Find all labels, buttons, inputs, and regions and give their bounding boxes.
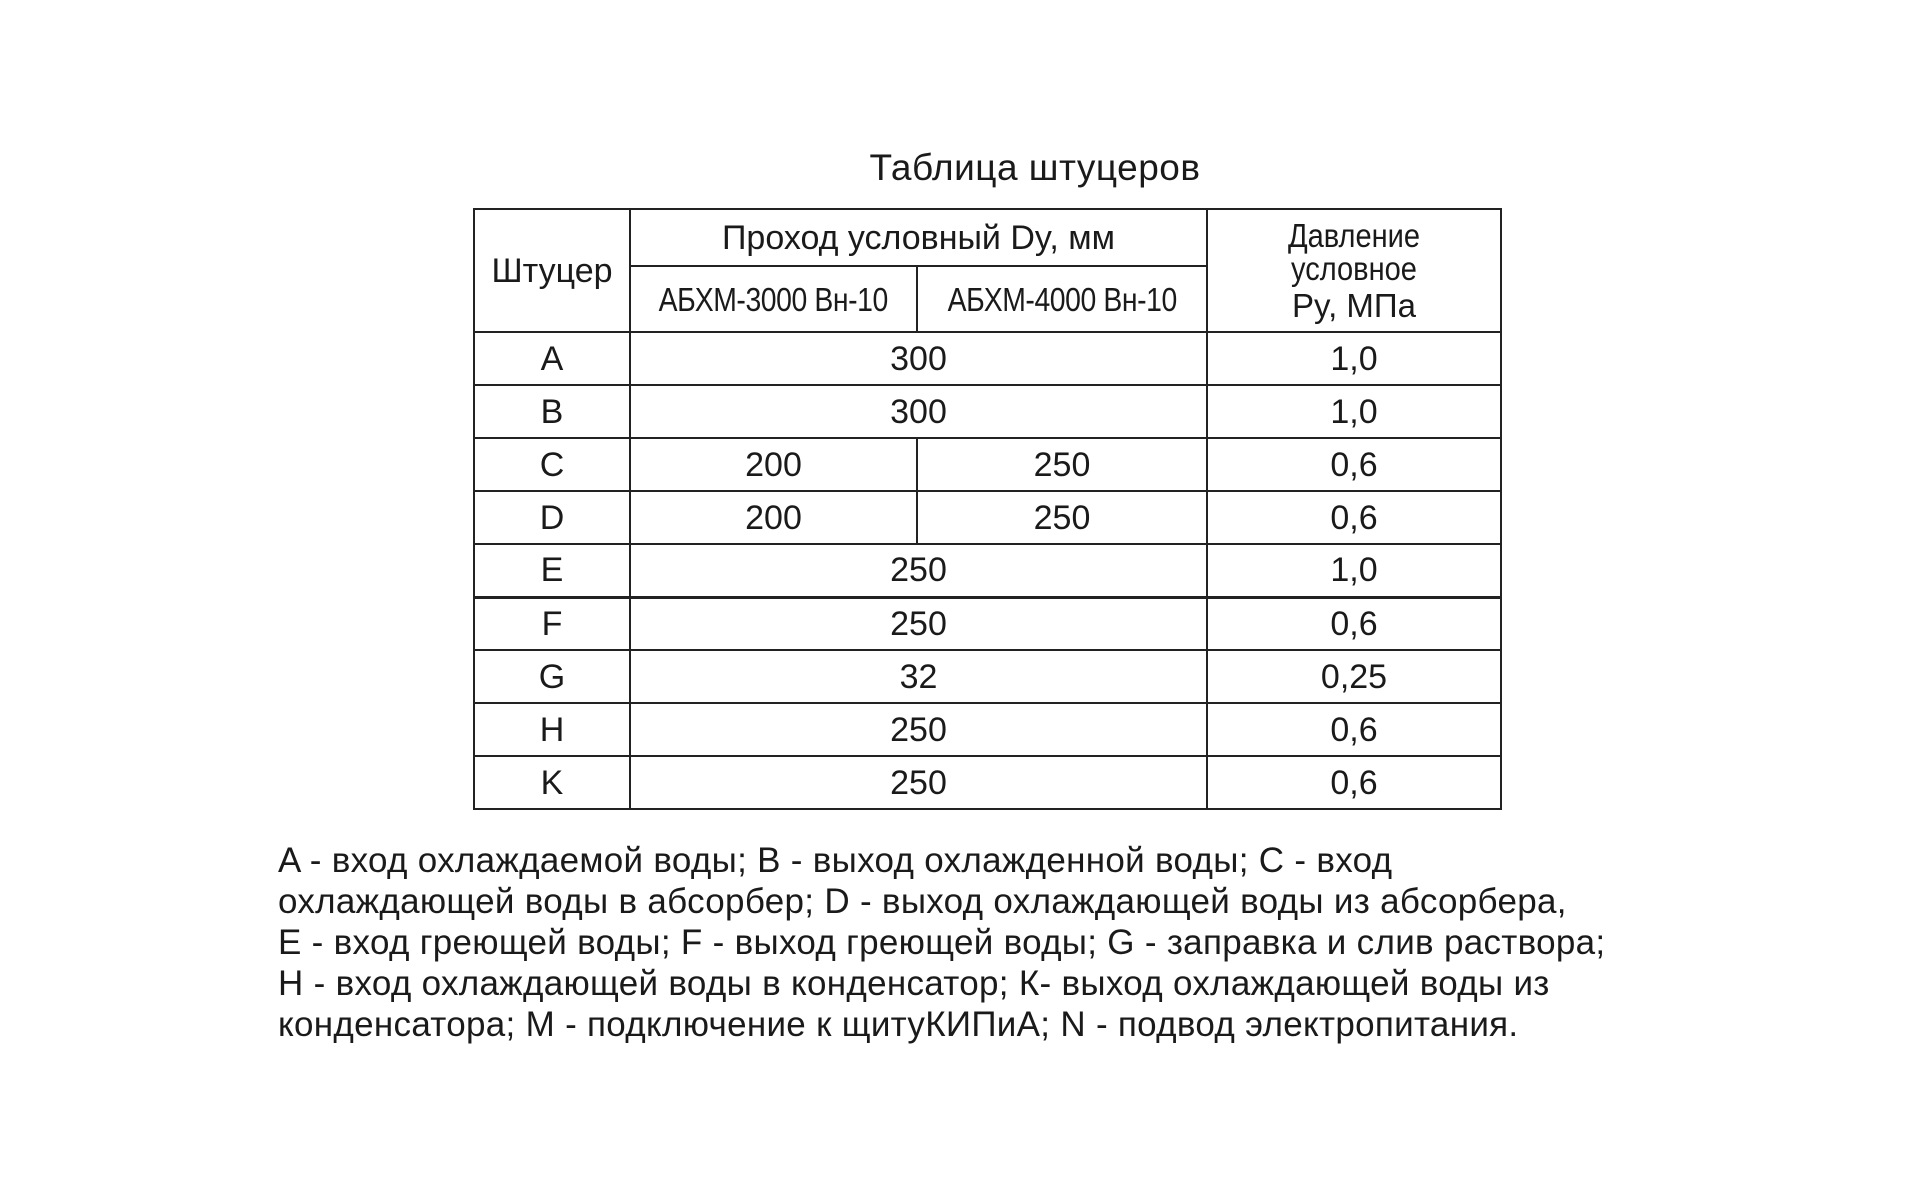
pressure-cell: 1,0 <box>1207 385 1501 438</box>
table-row <box>474 756 1501 809</box>
dy-cell: 250 <box>630 756 1207 809</box>
pressure-cell: 0,6 <box>1207 597 1501 650</box>
table-row <box>474 703 1501 756</box>
fittings-table <box>473 208 1502 810</box>
table-row <box>474 332 1501 385</box>
header-model-2: АБХМ-4000 Вн-10 <box>917 266 1207 332</box>
dy-cell: 32 <box>630 650 1207 703</box>
header-fitting: Штуцер <box>474 209 630 332</box>
fitting-cell: G <box>474 650 630 703</box>
table-title: Таблица штуцеров <box>869 147 1201 188</box>
dy-cell: 250 <box>630 703 1207 756</box>
fitting-cell: H <box>474 703 630 756</box>
header-pressure-line1: Давление условное <box>1287 217 1421 287</box>
table-row <box>474 438 1501 491</box>
dy-cell: 250 <box>630 597 1207 650</box>
dy-model-1-cell: 200 <box>630 438 917 491</box>
header-pressure-line2: Py, МПа <box>1292 287 1416 324</box>
pressure-cell: 0,6 <box>1207 438 1501 491</box>
fitting-cell: F <box>474 597 630 650</box>
dy-model-2-cell: 250 <box>917 438 1207 491</box>
header-nominal-bore: Проход условный Dy, мм <box>630 209 1207 266</box>
dy-cell: 300 <box>630 332 1207 385</box>
pressure-cell: 0,25 <box>1207 650 1501 703</box>
legend-text <box>278 840 1738 1045</box>
legend-line: E - вход греющей воды; F - выход греющей воды; G - заправка и слив раствора; <box>278 923 1606 962</box>
legend-line: охлаждающей воды в абсорбер; D - выход охлаждающей воды из абсорбера, <box>278 882 1567 921</box>
dy-cell: 250 <box>630 544 1207 597</box>
table-row <box>474 491 1501 544</box>
fitting-cell: D <box>474 491 630 544</box>
table-row <box>474 597 1501 650</box>
legend-line: H - вход охлаждающей воды в конденсатор; К- выход охлаждающей воды из <box>278 964 1550 1003</box>
fitting-cell: K <box>474 756 630 809</box>
fitting-cell: C <box>474 438 630 491</box>
fitting-cell: B <box>474 385 630 438</box>
table-row <box>474 650 1501 703</box>
pressure-cell: 0,6 <box>1207 491 1501 544</box>
pressure-cell: 0,6 <box>1207 703 1501 756</box>
pressure-cell: 1,0 <box>1207 544 1501 597</box>
header-model-1: АБХМ-3000 Вн-10 <box>630 266 917 332</box>
table-header-row <box>474 209 1501 266</box>
dy-model-2-cell: 250 <box>917 491 1207 544</box>
pressure-cell: 1,0 <box>1207 332 1501 385</box>
dy-cell: 300 <box>630 385 1207 438</box>
pressure-cell: 0,6 <box>1207 756 1501 809</box>
legend-line: A - вход охлаждаемой воды; B - выход охлажденной воды; C - вход <box>278 841 1393 880</box>
table-row <box>474 544 1501 597</box>
table-row <box>474 385 1501 438</box>
dy-model-1-cell: 200 <box>630 491 917 544</box>
legend-line: конденсатора; M - подключение к щитуКИПиА; N - подвод электропитания. <box>278 1005 1519 1044</box>
fitting-cell: A <box>474 332 630 385</box>
fitting-cell: E <box>474 544 630 597</box>
header-pressure <box>1207 209 1501 332</box>
